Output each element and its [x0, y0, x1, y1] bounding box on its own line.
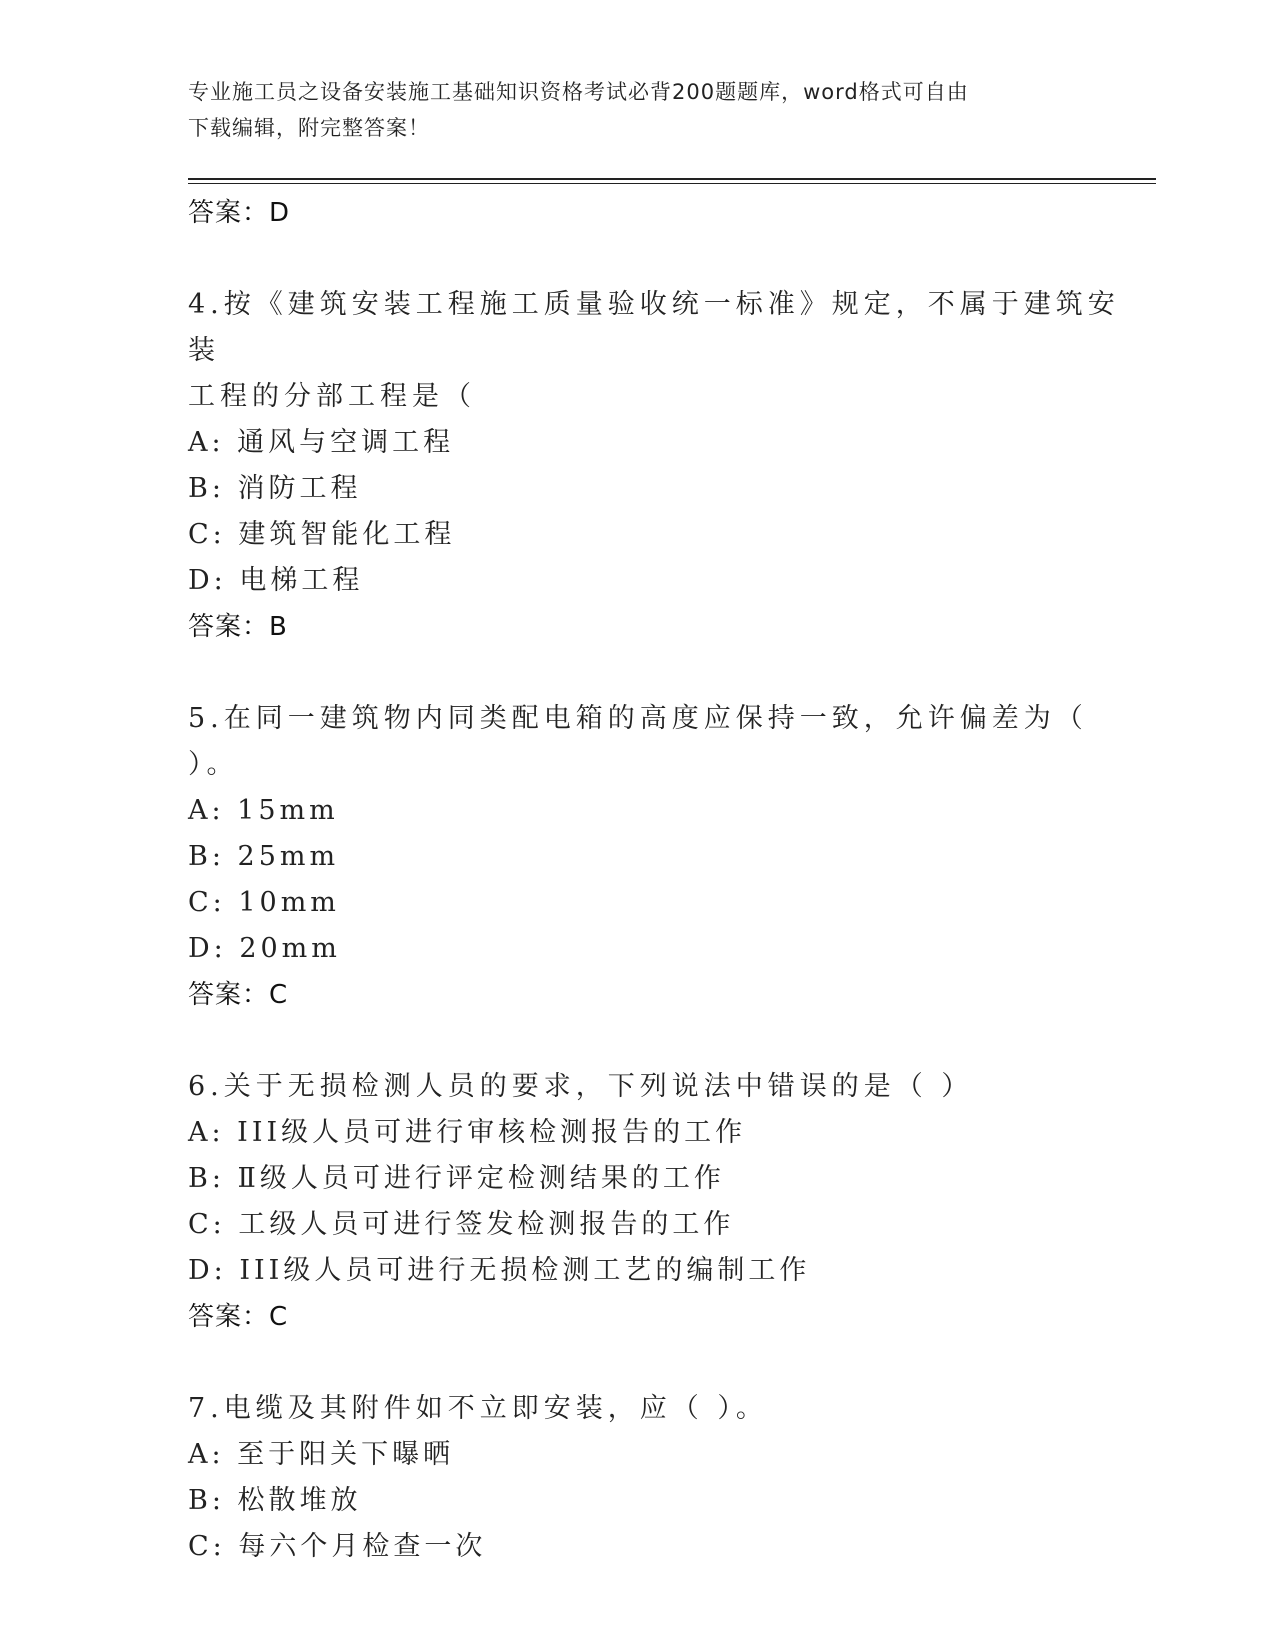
header-title-line-1: 专业施工员之设备安装施工基础知识资格考试必背200题题库，word格式可自由: [188, 80, 969, 104]
header-title-line-2: 下载编辑，附完整答案！: [188, 116, 430, 140]
option-a: A: 通风与空调工程: [188, 427, 455, 458]
option-b: B: 松散堆放: [188, 1485, 362, 1516]
question-text: 7.电缆及其附件如不立即安装，应（ ）。: [188, 1393, 768, 1424]
spacer: [188, 650, 1148, 696]
answer-line: 答案：B: [188, 612, 288, 642]
answer-line: 答案：D: [188, 198, 291, 228]
answer-line: 答案：C: [188, 980, 289, 1010]
option-b: B: 消防工程: [188, 473, 362, 504]
page-header: [188, 74, 1088, 146]
option-d: D: 电梯工程: [188, 565, 364, 596]
question-text: 4.按《建筑安装工程施工质量验收统一标准》规定，不属于建筑安装: [188, 289, 1120, 366]
spacer: [188, 1018, 1148, 1064]
option-a: A: 至于阳关下曝晒: [188, 1439, 455, 1470]
question-5: [188, 696, 1148, 1018]
question-text: 5.在同一建筑物内同类配电箱的高度应保持一致，允许偏差为（ ）。: [188, 703, 1088, 780]
option-b: B: Ⅱ级人员可进行评定检测结果的工作: [188, 1163, 725, 1194]
option-d: D: III级人员可进行无损检测工艺的编制工作: [188, 1255, 811, 1286]
question-7: [188, 1386, 1148, 1570]
option-c: C: 建筑智能化工程: [188, 519, 456, 550]
question-text-cont: 工程的分部工程是（: [188, 381, 476, 412]
option-b: B: 25mm: [188, 841, 340, 872]
option-a: A: 15mm: [188, 795, 339, 826]
option-c: C: 工级人员可进行签发检测报告的工作: [188, 1209, 735, 1240]
option-d: D: 20mm: [188, 933, 341, 964]
spacer: [188, 236, 1148, 282]
option-c: C: 每六个月检查一次: [188, 1531, 487, 1562]
option-c: C: 10mm: [188, 887, 340, 918]
question-6: [188, 1064, 1148, 1340]
option-a: A: III级人员可进行审核检测报告的工作: [188, 1117, 747, 1148]
question-list: [188, 190, 1148, 1570]
answer-line: 答案：C: [188, 1302, 289, 1332]
header-divider-thick: [188, 178, 1156, 180]
question-text: 6.关于无损检测人员的要求，下列说法中错误的是（ ）: [188, 1071, 974, 1102]
spacer: [188, 1340, 1148, 1386]
header-divider-thin: [188, 183, 1156, 184]
question-4: [188, 282, 1148, 650]
